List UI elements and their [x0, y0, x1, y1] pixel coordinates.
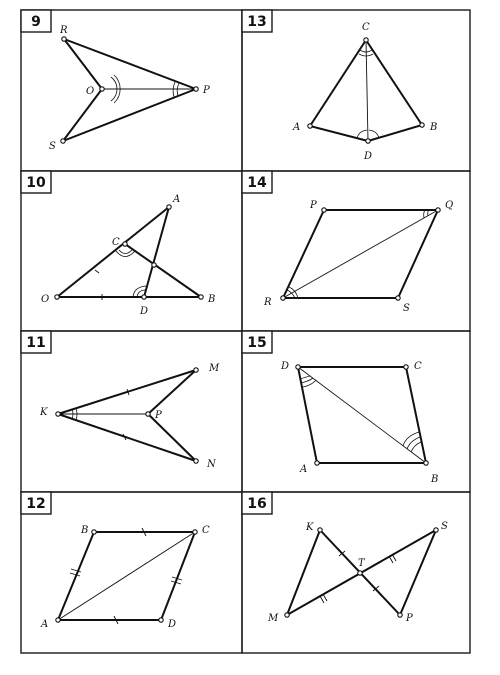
figure-12-label-b: B	[81, 525, 89, 536]
figure-15-label-b: B	[431, 474, 439, 485]
figure-11-number: 11	[26, 335, 46, 351]
figure-13-number: 13	[247, 14, 267, 30]
figure-13-drawing	[308, 38, 424, 143]
figure-15-frame	[242, 331, 470, 492]
figure-15-label-d: D	[281, 361, 290, 372]
figure-9-label-p: P	[203, 85, 210, 96]
figure-12-number: 12	[26, 496, 46, 512]
figure-16-drawing	[285, 528, 438, 617]
figure-16	[242, 492, 470, 653]
figure-16-label-s: S	[441, 521, 448, 532]
figure-12-label-d: D	[168, 619, 177, 630]
figure-9-label-s: S	[49, 141, 56, 152]
figure-16-label-m: M	[268, 613, 279, 624]
figure-10-label-a: A	[173, 194, 181, 205]
figure-15-drawing	[296, 365, 428, 465]
figure-9-label-r: R	[60, 25, 68, 36]
figure-13-label-d: D	[364, 151, 373, 162]
figure-12	[21, 492, 242, 653]
figure-16-frame	[242, 492, 470, 653]
figure-14-label-p: P	[310, 200, 317, 211]
figure-14-label-q: Q	[445, 200, 454, 211]
figure-15-label-c: C	[414, 361, 422, 372]
figure-9-number: 9	[31, 14, 41, 30]
figure-15-label-a: A	[300, 464, 308, 475]
figure-13-frame	[242, 10, 470, 171]
figure-16-number: 16	[247, 496, 267, 512]
figure-13-label-c: C	[362, 22, 370, 33]
figure-14-drawing	[281, 208, 440, 300]
figure-11-label-m: M	[209, 363, 220, 374]
figure-14-number: 14	[247, 175, 267, 191]
figure-14	[242, 171, 470, 331]
figure-16-label-k: K	[306, 522, 314, 533]
figure-15-number: 15	[247, 335, 267, 351]
figure-12-label-a: A	[41, 619, 49, 630]
figure-13-label-b: B	[430, 122, 438, 133]
figure-10-label-b: B	[208, 294, 216, 305]
figure-10-drawing	[55, 205, 203, 300]
figure-10-label-o: O	[41, 294, 50, 305]
figure-12-drawing	[56, 528, 197, 624]
figure-11-drawing	[56, 368, 198, 463]
figure-9-drawing	[61, 37, 198, 143]
figure-10-label-c: C	[112, 237, 120, 248]
figure-11-label-k: K	[40, 407, 48, 418]
figure-10	[21, 171, 242, 331]
figure-13	[242, 10, 470, 171]
figure-14-label-r: R	[264, 297, 272, 308]
figure-11	[21, 331, 242, 492]
figure-13-label-a: A	[293, 122, 301, 133]
figure-9-label-o: O	[86, 86, 95, 97]
figure-12-label-c: C	[202, 525, 210, 536]
figure-14-label-s: S	[403, 303, 410, 314]
figure-11-label-n: N	[207, 459, 216, 470]
figure-9	[21, 10, 242, 171]
figure-10-number: 10	[26, 175, 46, 191]
figure-15	[242, 331, 470, 492]
figure-11-label-p: P	[155, 410, 162, 421]
figure-14-frame	[242, 171, 470, 331]
figure-16-label-p: P	[406, 613, 413, 624]
figure-10-label-d: D	[140, 306, 149, 317]
figure-16-label-t: T	[358, 558, 365, 569]
